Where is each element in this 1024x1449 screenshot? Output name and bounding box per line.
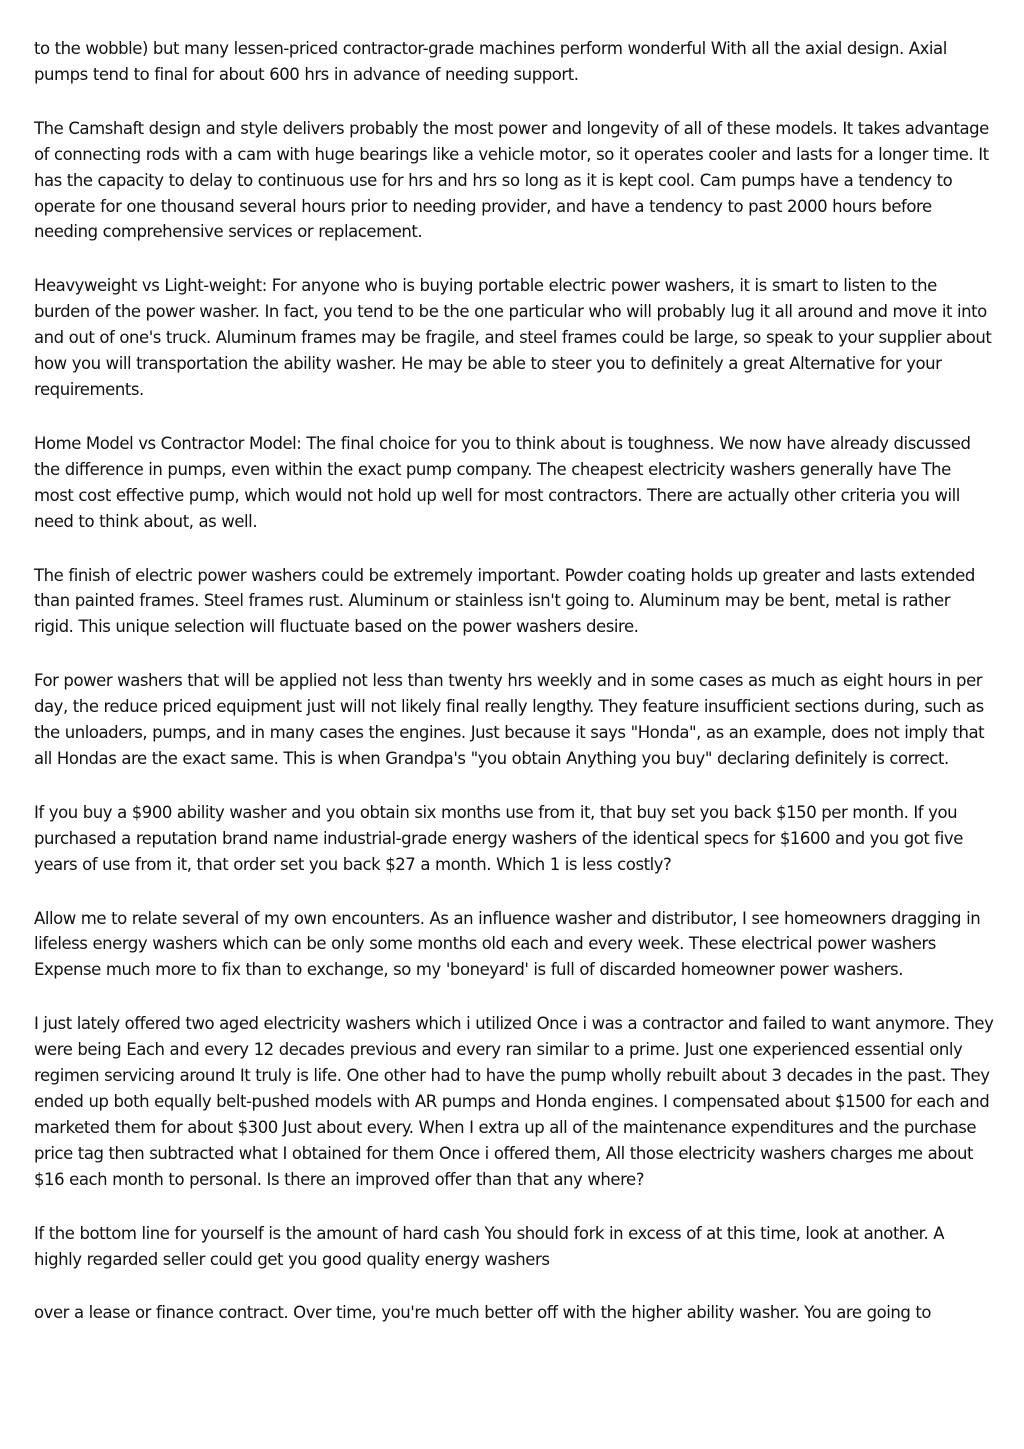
paragraph-usage-hours: For power washers that will be applied not less than twenty hrs weekly and in some cases as much as eight hours in per day, the reduce priced equipment just will not likely final really lengthy. They feature insufficient sections during, such as the unloaders, pumps, and in many cases the engines. Just because it says "Honda", as an example, does not imply that all Hondas are the exact same. This is when Grandpa's "you obtain Anything you buy" declaring definitely is correct.: [34, 671, 985, 768]
paragraph-axial-pumps: to the wobble) but many lessen-priced contractor-grade machines perform wonderful With all the axial design. Axial pumps tend to final for about 600 hrs in advance of needing support.: [34, 39, 947, 84]
paragraph-bottom-line: If the bottom line for yourself is the amount of hard cash You should fork in excess of at this time, look at another. A highly regarded seller could get you good quality energy washers: [34, 1223, 945, 1269]
paragraph-camshaft-design: The Camshaft design and style delivers probably the most power and longevity of all of these models. It takes advantage of connecting rods with a cam with huge bearings like a vehicle motor, so it operates cooler and lasts for a longer time. It has the capacity to delay to continuous use for hrs and hrs so long as it is kept cool. Cam pumps have a tendency to operate for one thousand several hours prior to needing provider, and have a tendency to past 2000 hours before needing comprehensive services or replacement.: [34, 118, 989, 242]
paragraph-home-vs-contractor: Home Model vs Contractor Model: The final choice for you to think about is toughness. We now have already discussed the difference in pumps, even within the exact pump company. The cheapest electricity washers generally have The most cost effective pump, which would not hold up well for most contractors. There are actually other criteria you will need to think about, as well.: [34, 433, 971, 531]
paragraph-encounters: Allow me to relate several of my own encounters. As an influence washer and distributor, I see homeowners dragging in lifeless energy washers which can be only some months old each and every week. These electrical power washers Expense much more to fix than to exchange, so my 'boneyard' is full of discarded homeowner power washers.: [34, 908, 981, 980]
paragraph-sold-washers: I just lately offered two aged electricity washers which i utilized Once i was a contractor and failed to want anymore. They were being Each and every 12 decades previous and every ran similar to a prime. Just one experienced essential only regimen servicing around It truly is life. One other had to have the pump wholly rebuilt about 3 decades in the past. They ended up both equally belt-pushed models with AR pumps and Honda engines. I compensated about $1500 for each and marketed them for about $300 Just about every. When I extra up all of the maintenance expenditures and the purchase price tag then subtracted what I obtained for them Once i offered them, All those electricity washers charges me about $16 each month to personal. Is there an improved offer than that any where?: [34, 1014, 994, 1189]
paragraph-cost-comparison: If you buy a $900 ability washer and you obtain six months use from it, that buy set you back $150 per month. If you purchased a reputation brand name industrial-grade energy washers of the identical specs for $1600 and you got five years of use from it, that order set you back $27 a month. Which 1 is less costly?: [34, 802, 963, 874]
paragraph-heavyweight-vs-lightweight: Heavyweight vs Light-weight: For anyone who is buying portable electric power washers, it is smart to listen to the burden of the power washer. In fact, you tend to be the one particular who will probably lug it all around and move it into and out of one's truck. Aluminum frames may be fragile, and steel frames could be large, so speak to your supplier about how you will transportation the ability washer. He may be able to steer you to definitely a great Alternative for your requirements.: [34, 276, 992, 399]
document-body: [34, 36, 994, 1326]
paragraph-finish: The finish of electric power washers could be extremely important. Powder coating holds up greater and lasts extended than painted frames. Steel frames rust. Aluminum or stainless isn't going to. Aluminum may be bent, metal is rather rigid. This unique selection will fluctuate based on the power washers desire.: [34, 565, 975, 637]
paragraph-lease-finance: over a lease or finance contract. Over time, you're much better off with the higher ability washer. You are going to: [34, 1303, 932, 1323]
